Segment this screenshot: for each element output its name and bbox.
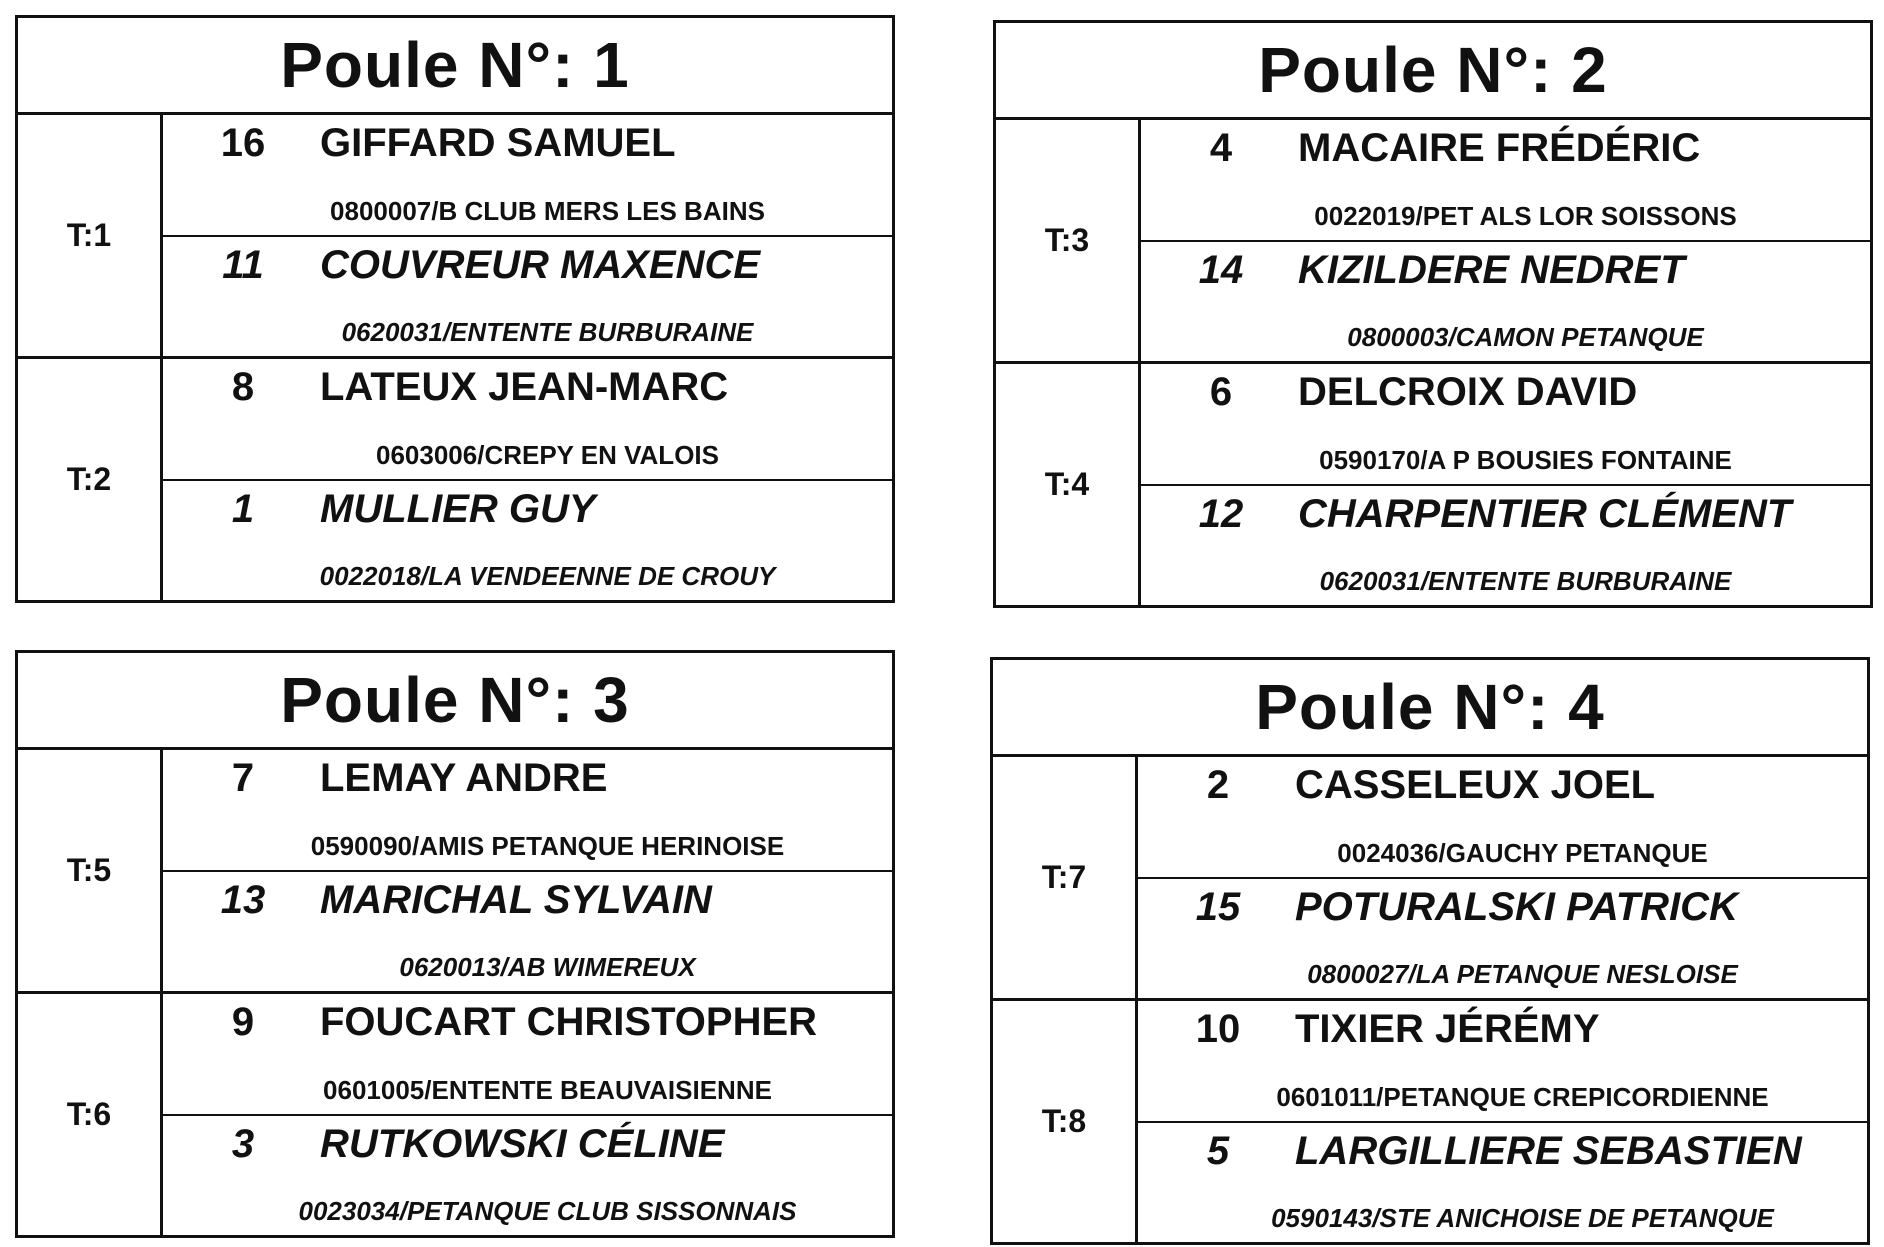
player-name: MULLIER GUY xyxy=(320,486,596,531)
poule-title: Poule N°: 4 xyxy=(993,660,1867,757)
player-name: COUVREUR MAXENCE xyxy=(320,242,761,287)
player-row xyxy=(1141,242,1870,362)
player-number: 5 xyxy=(1206,1128,1230,1173)
poule-title: Poule N°: 2 xyxy=(996,23,1870,120)
player-row xyxy=(163,750,892,872)
table-label: T:2 xyxy=(18,359,163,600)
player-number: 6 xyxy=(1209,370,1233,414)
player-club: 0620013/AB WIMEREUX xyxy=(399,952,696,982)
table-label: T:8 xyxy=(993,1001,1138,1242)
player-name: KIZILDERE NEDRET xyxy=(1298,247,1685,292)
player-row xyxy=(1141,120,1870,242)
poule-3 xyxy=(15,650,895,1238)
player-number: 12 xyxy=(1198,491,1244,536)
player-row xyxy=(163,359,892,481)
player-club: 0024036/GAUCHY PETANQUE xyxy=(1337,837,1708,868)
player-number: 3 xyxy=(231,1121,255,1166)
table-label: T:1 xyxy=(18,115,163,356)
player-row xyxy=(1138,879,1867,999)
player-club: 0800003/CAMON PETANQUE xyxy=(1347,322,1704,352)
poule-1 xyxy=(15,15,895,603)
player-row xyxy=(1141,486,1870,606)
table-group xyxy=(18,750,892,994)
player-club: 0601011/PETANQUE CREPICORDIENNE xyxy=(1276,1081,1769,1112)
player-name: TIXIER JÉRÉMY xyxy=(1295,1007,1600,1051)
poule-title: Poule N°: 3 xyxy=(18,653,892,750)
player-number: 14 xyxy=(1198,247,1244,292)
player-club: 0022018/LA VENDEENNE DE CROUY xyxy=(319,561,776,591)
player-number: 7 xyxy=(231,756,255,800)
player-name: LARGILLIERE SEBASTIEN xyxy=(1295,1128,1802,1173)
player-name: MARICHAL SYLVAIN xyxy=(320,877,712,922)
player-club: 0620031/ENTENTE BURBURAINE xyxy=(1319,566,1732,596)
poule-title: Poule N°: 1 xyxy=(18,18,892,115)
player-name: CHARPENTIER CLÉMENT xyxy=(1298,491,1792,536)
poule-4 xyxy=(990,657,1870,1245)
table-label: T:5 xyxy=(18,750,163,991)
player-row xyxy=(1138,757,1867,879)
player-row xyxy=(163,1116,892,1236)
player-number: 15 xyxy=(1195,884,1241,929)
player-name: CASSELEUX JOEL xyxy=(1295,763,1656,807)
table-group xyxy=(996,364,1870,605)
player-row xyxy=(1138,1001,1867,1123)
player-name: RUTKOWSKI CÉLINE xyxy=(320,1121,725,1166)
player-club: 0590090/AMIS PETANQUE HERINOISE xyxy=(310,830,785,861)
player-number: 16 xyxy=(220,121,266,165)
table-group xyxy=(18,115,892,359)
player-club: 0800007/B CLUB MERS LES BAINS xyxy=(330,195,765,226)
player-name: DELCROIX DAVID xyxy=(1298,370,1638,414)
player-name: FOUCART CHRISTOPHER xyxy=(320,1000,818,1044)
player-row xyxy=(1141,364,1870,486)
player-number: 1 xyxy=(231,486,255,531)
table-label: T:4 xyxy=(996,364,1141,605)
table-group xyxy=(993,1001,1867,1242)
player-number: 11 xyxy=(222,242,264,287)
player-club: 0620031/ENTENTE BURBURAINE xyxy=(341,317,754,347)
player-name: POTURALSKI PATRICK xyxy=(1295,884,1738,929)
player-number: 4 xyxy=(1209,126,1233,170)
player-club: 0590143/STE ANICHOISE DE PETANQUE xyxy=(1271,1203,1774,1233)
table-group xyxy=(996,120,1870,364)
player-club: 0590170/A P BOUSIES FONTAINE xyxy=(1319,444,1732,475)
player-number: 13 xyxy=(220,877,266,922)
player-row xyxy=(163,237,892,357)
player-name: MACAIRE FRÉDÉRIC xyxy=(1298,126,1701,170)
table-label: T:3 xyxy=(996,120,1141,361)
player-row xyxy=(163,115,892,237)
player-row xyxy=(163,481,892,601)
player-club: 0023034/PETANQUE CLUB SISSONNAIS xyxy=(298,1196,797,1226)
player-number: 10 xyxy=(1195,1007,1241,1051)
table-label: T:7 xyxy=(993,757,1138,998)
table-label: T:6 xyxy=(18,994,163,1235)
player-name: LATEUX JEAN-MARC xyxy=(320,365,729,409)
table-group xyxy=(993,757,1867,1001)
table-group xyxy=(18,359,892,600)
player-number: 8 xyxy=(231,365,255,409)
player-name: LEMAY ANDRE xyxy=(320,756,608,800)
player-club: 0601005/ENTENTE BEAUVAISIENNE xyxy=(323,1074,772,1105)
player-row xyxy=(163,994,892,1116)
player-number: 9 xyxy=(231,1000,255,1044)
player-club: 0800027/LA PETANQUE NESLOISE xyxy=(1307,959,1738,989)
player-name: GIFFARD SAMUEL xyxy=(320,121,676,165)
table-group xyxy=(18,994,892,1235)
player-row xyxy=(163,872,892,992)
player-row xyxy=(1138,1123,1867,1243)
player-number: 2 xyxy=(1206,763,1230,807)
poule-2 xyxy=(993,20,1873,608)
player-club: 0022019/PET ALS LOR SOISSONS xyxy=(1314,200,1737,231)
player-club: 0603006/CREPY EN VALOIS xyxy=(376,439,719,470)
